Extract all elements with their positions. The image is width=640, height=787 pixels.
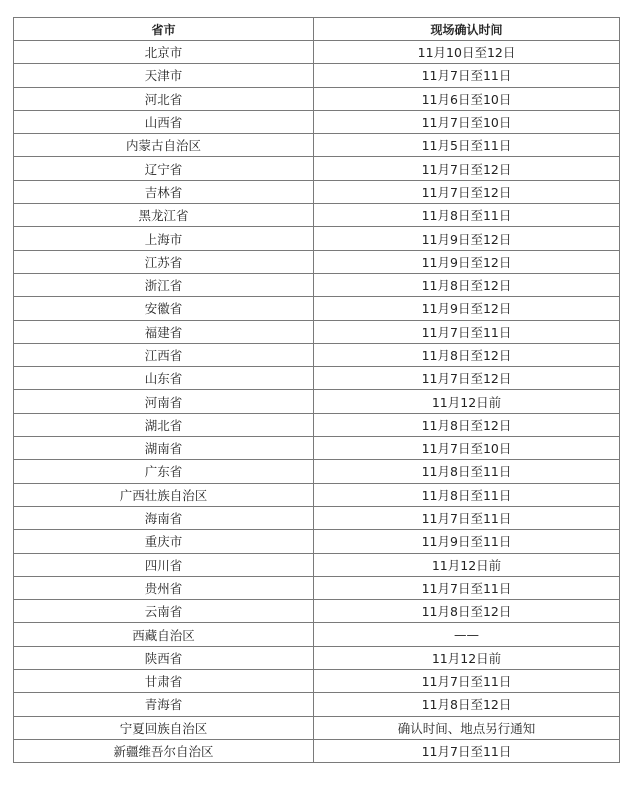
table-row xyxy=(14,646,620,669)
table-row xyxy=(14,180,620,203)
province-cell: 青海省 xyxy=(14,693,314,716)
table-header xyxy=(14,18,620,41)
confirmation-time-cell: 11月7日至12日 xyxy=(314,157,620,180)
confirmation-time-cell: 11月9日至12日 xyxy=(314,227,620,250)
province-cell: 黑龙江省 xyxy=(14,204,314,227)
province-cell: 辽宁省 xyxy=(14,157,314,180)
confirmation-time-cell: 11月8日至12日 xyxy=(314,600,620,623)
confirmation-time-cell: 11月12日前 xyxy=(314,553,620,576)
province-cell: 贵州省 xyxy=(14,576,314,599)
province-cell: 西藏自治区 xyxy=(14,623,314,646)
province-cell: 江苏省 xyxy=(14,250,314,273)
confirmation-time-cell: 11月8日至12日 xyxy=(314,693,620,716)
table-row xyxy=(14,576,620,599)
table-row xyxy=(14,623,620,646)
confirmation-time-cell: —— xyxy=(314,623,620,646)
table-body xyxy=(14,41,620,763)
table-row xyxy=(14,273,620,296)
confirmation-time-cell: 11月7日至11日 xyxy=(314,506,620,529)
confirmation-time-cell: 11月8日至11日 xyxy=(314,204,620,227)
table-row xyxy=(14,204,620,227)
table-row xyxy=(14,134,620,157)
confirmation-time-cell: 11月7日至12日 xyxy=(314,367,620,390)
table-row xyxy=(14,693,620,716)
province-cell: 河北省 xyxy=(14,87,314,110)
table-row xyxy=(14,227,620,250)
province-cell: 山东省 xyxy=(14,367,314,390)
confirmation-time-cell: 11月12日前 xyxy=(314,390,620,413)
province-cell: 江西省 xyxy=(14,343,314,366)
table-row xyxy=(14,250,620,273)
table-row xyxy=(14,320,620,343)
confirmation-time-cell: 11月8日至11日 xyxy=(314,460,620,483)
confirmation-time-cell: 11月7日至11日 xyxy=(314,739,620,762)
confirmation-time-cell: 11月7日至10日 xyxy=(314,437,620,460)
table-row xyxy=(14,437,620,460)
province-cell: 四川省 xyxy=(14,553,314,576)
table-row xyxy=(14,367,620,390)
province-cell: 河南省 xyxy=(14,390,314,413)
province-cell: 福建省 xyxy=(14,320,314,343)
table-row xyxy=(14,41,620,64)
confirmation-time-cell: 11月7日至11日 xyxy=(314,64,620,87)
confirmation-time-cell: 11月8日至12日 xyxy=(314,413,620,436)
header-row xyxy=(14,18,620,41)
province-cell: 天津市 xyxy=(14,64,314,87)
confirmation-time-cell: 11月7日至11日 xyxy=(314,576,620,599)
province-cell: 安徽省 xyxy=(14,297,314,320)
confirmation-time-cell: 11月7日至11日 xyxy=(314,320,620,343)
province-cell: 内蒙古自治区 xyxy=(14,134,314,157)
table-row xyxy=(14,530,620,553)
table-row xyxy=(14,506,620,529)
province-cell: 浙江省 xyxy=(14,273,314,296)
confirmation-time-cell: 11月7日至10日 xyxy=(314,110,620,133)
table-row xyxy=(14,553,620,576)
table-row xyxy=(14,110,620,133)
table-row xyxy=(14,297,620,320)
table-row xyxy=(14,600,620,623)
table-row xyxy=(14,413,620,436)
header-confirmation-time: 现场确认时间 xyxy=(314,18,620,41)
table-row xyxy=(14,157,620,180)
table-row xyxy=(14,716,620,739)
confirmation-time-cell: 11月8日至12日 xyxy=(314,343,620,366)
confirmation-schedule-table xyxy=(13,17,620,763)
table-row xyxy=(14,87,620,110)
table-row xyxy=(14,483,620,506)
province-cell: 海南省 xyxy=(14,506,314,529)
confirmation-time-cell: 11月6日至10日 xyxy=(314,87,620,110)
province-cell: 山西省 xyxy=(14,110,314,133)
confirmation-time-cell: 11月9日至11日 xyxy=(314,530,620,553)
table-row xyxy=(14,343,620,366)
province-cell: 陕西省 xyxy=(14,646,314,669)
province-cell: 新疆维吾尔自治区 xyxy=(14,739,314,762)
province-cell: 甘肃省 xyxy=(14,670,314,693)
confirmation-time-cell: 11月7日至11日 xyxy=(314,670,620,693)
province-cell: 北京市 xyxy=(14,41,314,64)
table-row xyxy=(14,390,620,413)
table-row xyxy=(14,460,620,483)
confirmation-time-cell: 11月10日至12日 xyxy=(314,41,620,64)
confirmation-time-cell: 11月7日至12日 xyxy=(314,180,620,203)
header-province: 省市 xyxy=(14,18,314,41)
province-cell: 云南省 xyxy=(14,600,314,623)
province-cell: 湖北省 xyxy=(14,413,314,436)
province-cell: 湖南省 xyxy=(14,437,314,460)
province-cell: 广东省 xyxy=(14,460,314,483)
confirmation-time-cell: 11月5日至11日 xyxy=(314,134,620,157)
province-cell: 吉林省 xyxy=(14,180,314,203)
confirmation-time-cell: 确认时间、地点另行通知 xyxy=(314,716,620,739)
confirmation-time-cell: 11月12日前 xyxy=(314,646,620,669)
table-row xyxy=(14,670,620,693)
province-cell: 上海市 xyxy=(14,227,314,250)
province-cell: 重庆市 xyxy=(14,530,314,553)
province-cell: 广西壮族自治区 xyxy=(14,483,314,506)
confirmation-time-cell: 11月8日至12日 xyxy=(314,273,620,296)
confirmation-schedule-table-container xyxy=(13,17,619,763)
confirmation-time-cell: 11月9日至12日 xyxy=(314,297,620,320)
confirmation-time-cell: 11月9日至12日 xyxy=(314,250,620,273)
province-cell: 宁夏回族自治区 xyxy=(14,716,314,739)
confirmation-time-cell: 11月8日至11日 xyxy=(314,483,620,506)
table-row xyxy=(14,739,620,762)
table-row xyxy=(14,64,620,87)
